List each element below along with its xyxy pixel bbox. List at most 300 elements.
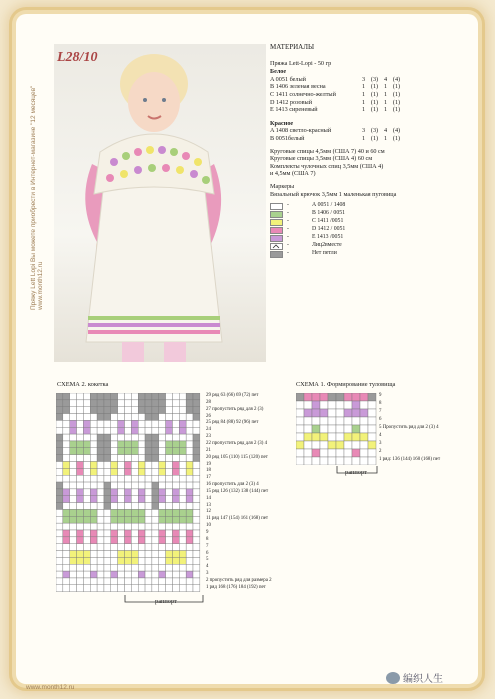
white-yarn-row-qty: 1	[361, 83, 366, 91]
chart2-cell	[83, 503, 90, 510]
chart2-cell	[56, 530, 63, 537]
chart2-cell	[104, 393, 111, 400]
chart1-cell	[312, 433, 320, 441]
chart2-cell	[83, 400, 90, 407]
chart2-cell	[131, 571, 138, 578]
chart2-cell	[56, 455, 63, 462]
chart2-row-note: 4	[206, 564, 209, 570]
chart2-cell	[125, 496, 132, 503]
chart2-cell	[125, 578, 132, 585]
red-yarn-row-qty: (3)	[370, 127, 379, 135]
chart2-cell	[179, 482, 186, 489]
chart2-cell	[63, 564, 70, 571]
chart2-cell	[83, 482, 90, 489]
chart2-cell	[70, 571, 77, 578]
chart2-cell	[83, 448, 90, 455]
chart1-cell	[320, 433, 328, 441]
chart2-cell	[138, 564, 145, 571]
chart2-cell	[179, 537, 186, 544]
chart1-cell	[352, 433, 360, 441]
chart2-cell	[111, 544, 118, 551]
chart1-cell	[344, 457, 352, 465]
chart1-cell	[296, 409, 304, 417]
chart2-cell	[159, 420, 166, 427]
white-yarn-row-qty: (1)	[392, 83, 401, 91]
chart2-cell	[111, 578, 118, 585]
chart2-cell	[186, 468, 193, 475]
chart2-cell	[97, 503, 104, 510]
chart2-row-note: 14	[206, 495, 211, 501]
chart1-cell	[328, 401, 336, 409]
chart2-cell	[125, 407, 132, 414]
chart2-cell	[111, 475, 118, 482]
chart1-cell	[328, 425, 336, 433]
chart2-cell	[152, 537, 159, 544]
chart2-cell	[166, 393, 173, 400]
chart2-cell	[63, 509, 70, 516]
chart2-cell	[179, 427, 186, 434]
chart2-cell	[111, 551, 118, 558]
chart2-cell	[97, 462, 104, 469]
chart2-cell	[56, 427, 63, 434]
chart2-cell	[152, 530, 159, 537]
chart2-cell	[63, 434, 70, 441]
chart1-cell	[312, 409, 320, 417]
chart2-cell	[118, 571, 125, 578]
chart2-cell	[118, 523, 125, 530]
watermark-text: 编织人生	[403, 674, 443, 685]
chart2-cell	[172, 462, 179, 469]
chart2-cell	[186, 393, 193, 400]
chart2-cell	[77, 455, 84, 462]
chart2-cell	[172, 503, 179, 510]
chart2-cell	[118, 434, 125, 441]
side-text: Пряжу Lett Lopi Вы можете приобрести в Интернет-магазине "12 месяцев" www.month12.ru	[30, 85, 44, 310]
chart2-cell	[118, 564, 125, 571]
chart2-cell	[63, 537, 70, 544]
chart2-cell	[193, 434, 200, 441]
chart2-cell	[179, 420, 186, 427]
chart1-grid	[296, 393, 377, 465]
chart2-cell	[77, 585, 84, 592]
chart2-cell	[159, 489, 166, 496]
chart2-cell	[83, 551, 90, 558]
chart2-cell	[118, 578, 125, 585]
chart2-cell	[83, 468, 90, 475]
chart2-cell	[111, 516, 118, 523]
chart2-cell	[83, 441, 90, 448]
chart2-cell	[90, 455, 97, 462]
chart2-cell	[159, 564, 166, 571]
chart2-cell	[179, 407, 186, 414]
chart2-cell	[138, 516, 145, 523]
chart2-title: СХЕМА 2. кокетка	[57, 381, 109, 388]
white-yarn-row-qty: 1	[361, 90, 366, 98]
chart2-cell	[179, 448, 186, 455]
chart2-cell	[145, 578, 152, 585]
chart2-cell	[131, 523, 138, 530]
chart2-cell	[145, 407, 152, 414]
chart2-row-note: 27 пропустить ряд для 2 (3)	[206, 406, 264, 412]
white-yarn-row-qty: 1	[383, 98, 388, 106]
chart1-cell	[304, 417, 312, 425]
chart2-cell	[118, 557, 125, 564]
chart1-cell	[312, 417, 320, 425]
chart1-cell	[368, 417, 376, 425]
chart1-cell	[304, 449, 312, 457]
legend-swatch	[270, 235, 283, 242]
chart2-cell	[104, 482, 111, 489]
chart2-cell	[193, 489, 200, 496]
chart2-cell	[90, 503, 97, 510]
chart2-cell	[159, 455, 166, 462]
white-yarn-row-qty: 1	[383, 106, 388, 114]
chart2-cell	[125, 400, 132, 407]
chart2-cell	[131, 468, 138, 475]
chart2-cell	[172, 414, 179, 421]
chart2-cell	[152, 434, 159, 441]
chart2-cell	[90, 468, 97, 475]
chart2-cell	[111, 414, 118, 421]
chart2-cell	[83, 462, 90, 469]
legend-swatch	[270, 211, 283, 218]
chart2-cell	[90, 557, 97, 564]
chart2-cell	[166, 455, 173, 462]
chart2-cell	[63, 489, 70, 496]
chart2-cell	[118, 393, 125, 400]
chart2-cell	[152, 400, 159, 407]
chart2-cell	[56, 448, 63, 455]
chart2-cell	[131, 441, 138, 448]
chart2-cell	[172, 482, 179, 489]
chart1-cell	[368, 425, 376, 433]
chart2-cell	[193, 427, 200, 434]
chart2-cell	[186, 585, 193, 592]
chart2-cell	[152, 414, 159, 421]
chart2-cell	[83, 571, 90, 578]
chart2-cell	[111, 441, 118, 448]
chart2-cell	[125, 414, 132, 421]
chart2-cell	[77, 571, 84, 578]
chart1-cell	[296, 441, 304, 449]
chart2-cell	[70, 537, 77, 544]
chart2-cell	[77, 578, 84, 585]
chart2-cell	[111, 468, 118, 475]
chart2-cell	[118, 468, 125, 475]
chart1-cell	[328, 457, 336, 465]
chart2-cell	[172, 509, 179, 516]
chart2-cell	[83, 455, 90, 462]
chart2-cell	[186, 475, 193, 482]
chart2-cell	[186, 414, 193, 421]
chart2-cell	[90, 530, 97, 537]
chart2-cell	[70, 585, 77, 592]
chart1-cell	[344, 417, 352, 425]
chart1-cell	[312, 401, 320, 409]
chart2-cell	[63, 475, 70, 482]
chart2-cell	[70, 462, 77, 469]
legend-text: Лиц2вместе	[312, 242, 342, 249]
chart1-cell	[312, 441, 320, 449]
chart2-cell	[90, 462, 97, 469]
chart2-cell	[63, 468, 70, 475]
white-yarn-row-qty: (1)	[392, 106, 401, 114]
chart2-cell	[56, 475, 63, 482]
chart2-cell	[193, 523, 200, 530]
chart2-cell	[63, 448, 70, 455]
chart2-cell	[172, 407, 179, 414]
chart2-cell	[172, 516, 179, 523]
chart2-cell	[111, 434, 118, 441]
chart2-cell	[90, 551, 97, 558]
chart1-cell	[328, 417, 336, 425]
chart2-cell	[159, 516, 166, 523]
chart2-cell	[63, 551, 70, 558]
chart1-row-note: 4	[379, 433, 382, 438]
chart2-rapport: раппорт	[155, 598, 177, 605]
chart1-cell	[360, 393, 368, 401]
chart2-cell	[159, 578, 166, 585]
chart2-row-note: 25 ряд 84 (88) 92 (96) пет	[206, 420, 259, 426]
chart2-cell	[166, 475, 173, 482]
chart1-cell	[360, 417, 368, 425]
chart1-cell	[344, 425, 352, 433]
chart2-cell	[70, 441, 77, 448]
chart2-cell	[145, 455, 152, 462]
white-header: Белое	[270, 68, 287, 76]
chart2-cell	[193, 468, 200, 475]
red-yarn-row-qty: (1)	[392, 134, 401, 142]
chart2-cell	[131, 578, 138, 585]
chart2-cell	[166, 571, 173, 578]
legend-dash: -	[287, 242, 289, 249]
chart2-cell	[152, 564, 159, 571]
chart2-cell	[186, 503, 193, 510]
chart2-cell	[125, 585, 132, 592]
chart2-cell	[193, 503, 200, 510]
chart2-cell	[118, 414, 125, 421]
chart1-cell	[360, 457, 368, 465]
chart1-cell	[344, 433, 352, 441]
chart2-cell	[77, 400, 84, 407]
chart2-cell	[111, 537, 118, 544]
chart2-row-note: 7	[206, 543, 209, 549]
legend-dash: -	[287, 250, 289, 257]
chart2-cell	[179, 551, 186, 558]
chart2-cell	[159, 462, 166, 469]
chart2-row-note: 12	[206, 509, 211, 515]
chart2-cell	[56, 557, 63, 564]
chart2-cell	[111, 530, 118, 537]
chart2-cell	[97, 496, 104, 503]
chart1-cell	[312, 457, 320, 465]
chart1-row-note: 8	[379, 401, 382, 406]
chart2-cell	[63, 585, 70, 592]
chart2-cell	[70, 516, 77, 523]
chart2-cell	[193, 578, 200, 585]
chart2-cell	[63, 516, 70, 523]
chart2-cell	[186, 537, 193, 544]
chart2-cell	[104, 462, 111, 469]
footer-url: www.month12.ru	[26, 684, 75, 691]
chart2-cell	[104, 496, 111, 503]
chart2-cell	[56, 509, 63, 516]
chart1-cell	[352, 417, 360, 425]
legend-dash: -	[287, 226, 289, 233]
chart2-cell	[152, 468, 159, 475]
legend-item	[270, 202, 475, 210]
chart2-cell	[63, 530, 70, 537]
chart2-cell	[97, 482, 104, 489]
chart1-row-note: 9	[379, 393, 382, 398]
chart1-cell	[352, 401, 360, 409]
chart2-cell	[166, 420, 173, 427]
chart2-cell	[83, 509, 90, 516]
chart1-cell	[304, 409, 312, 417]
chart2-cell	[138, 523, 145, 530]
pattern-code: L28/10	[57, 50, 98, 65]
chart1-cell	[312, 449, 320, 457]
chart2-cell	[186, 564, 193, 571]
chart1-cell	[312, 425, 320, 433]
chart2-cell	[186, 427, 193, 434]
chart2-cell	[118, 482, 125, 489]
chart2-cell	[56, 537, 63, 544]
chart2-cell	[90, 482, 97, 489]
product-photo	[54, 44, 266, 362]
chart2-cell	[166, 530, 173, 537]
chart2-cell	[152, 557, 159, 564]
chart1-cell	[328, 393, 336, 401]
chart2-cell	[159, 551, 166, 558]
chart2-cell	[125, 523, 132, 530]
chart1-cell	[344, 393, 352, 401]
chart2-cell	[193, 420, 200, 427]
chart2-cell	[111, 407, 118, 414]
chart2-row-note: 5	[206, 557, 209, 563]
chart2-cell	[70, 530, 77, 537]
white-yarn-row-qty: (1)	[370, 83, 379, 91]
chart2-cell	[90, 585, 97, 592]
chart2-cell	[152, 551, 159, 558]
chart2-cell	[111, 564, 118, 571]
white-yarn-row-label: B 1406 зеленая весна	[270, 83, 326, 91]
chart1-cell	[344, 401, 352, 409]
chart1-cell	[320, 457, 328, 465]
legend-text: D 1412 / 0051	[312, 226, 346, 233]
chart2-cell	[186, 462, 193, 469]
chart1-cell	[352, 425, 360, 433]
legend-text: В 1406 / 0051	[312, 210, 346, 217]
chart1-cell	[304, 457, 312, 465]
chart1-row-note: 7	[379, 409, 382, 414]
chart1-row-note: 6	[379, 417, 382, 422]
chart2-row-note: 23	[206, 434, 211, 440]
chart2-cell	[131, 482, 138, 489]
chart2-cell	[179, 434, 186, 441]
chart2-cell	[118, 551, 125, 558]
chart1-cell	[352, 441, 360, 449]
chart2-cell	[166, 523, 173, 530]
chart2-cell	[152, 475, 159, 482]
legend-dash: -	[287, 218, 289, 225]
chart1-row-note: 5 Пропустить ряд для 2 (3) 4	[379, 425, 439, 430]
needle-line: и 4,5мм (США 7)	[270, 170, 316, 178]
chart2-cell	[90, 523, 97, 530]
chart2-cell	[166, 414, 173, 421]
chart2-cell	[83, 434, 90, 441]
chart2-rapport-bracket	[124, 594, 204, 606]
chart2-cell	[172, 420, 179, 427]
legend-swatch	[270, 251, 283, 258]
chart2-cell	[159, 441, 166, 448]
chart2-cell	[138, 537, 145, 544]
chart2-cell	[77, 564, 84, 571]
chart2-cell	[166, 496, 173, 503]
chart2-cell	[90, 427, 97, 434]
chart2-cell	[193, 393, 200, 400]
chart2-cell	[83, 516, 90, 523]
chart2-cell	[70, 414, 77, 421]
chart2-cell	[56, 441, 63, 448]
markers-line: Маркеры	[270, 182, 295, 190]
white-yarn-row-label: C 1411 солнечно-желтый	[270, 90, 336, 98]
chart2-cell	[70, 475, 77, 482]
chart2-cell	[118, 400, 125, 407]
chart2-cell	[193, 400, 200, 407]
chart1-cell	[336, 449, 344, 457]
chart1-cell	[344, 449, 352, 457]
chart2-cell	[145, 462, 152, 469]
chart2-row-note: 26	[206, 413, 211, 419]
chart2-row-note: 2 пропустить ряд для размера 2	[206, 577, 272, 583]
chart1-cell	[368, 409, 376, 417]
legend-item	[270, 218, 475, 226]
chart2-cell	[56, 407, 63, 414]
chart1-cell	[296, 433, 304, 441]
chart2-cell	[111, 420, 118, 427]
white-yarn-row-qty: 4	[383, 75, 388, 83]
chart2-cell	[159, 448, 166, 455]
chart2-cell	[97, 509, 104, 516]
chart2-cell	[138, 400, 145, 407]
chart2-cell	[70, 578, 77, 585]
chart2-cell	[159, 571, 166, 578]
chart2-cell	[56, 523, 63, 530]
chart2-cell	[145, 400, 152, 407]
chart2-cell	[97, 455, 104, 462]
chart2-cell	[97, 414, 104, 421]
legend-text: С 1411 /0051	[312, 218, 344, 225]
chart2-cell	[56, 544, 63, 551]
chart2-cell	[145, 571, 152, 578]
chart2-cell	[97, 475, 104, 482]
chart2-cell	[193, 571, 200, 578]
chart2-cell	[179, 393, 186, 400]
chart2-cell	[56, 420, 63, 427]
chart2-cell	[77, 441, 84, 448]
chart1-cell	[336, 433, 344, 441]
white-yarn-row-qty: (1)	[370, 98, 379, 106]
chart2-row-note: 15 ряд 126 (132) 138 (144) пет	[206, 488, 269, 494]
chart1-cell	[336, 393, 344, 401]
chart2-cell	[138, 489, 145, 496]
chart2-cell	[104, 448, 111, 455]
chart1-title: СХЕМА 1. Формирование туловища	[296, 381, 396, 388]
chart2-cell	[125, 564, 132, 571]
chart2-cell	[56, 414, 63, 421]
chart2-cell	[172, 564, 179, 571]
